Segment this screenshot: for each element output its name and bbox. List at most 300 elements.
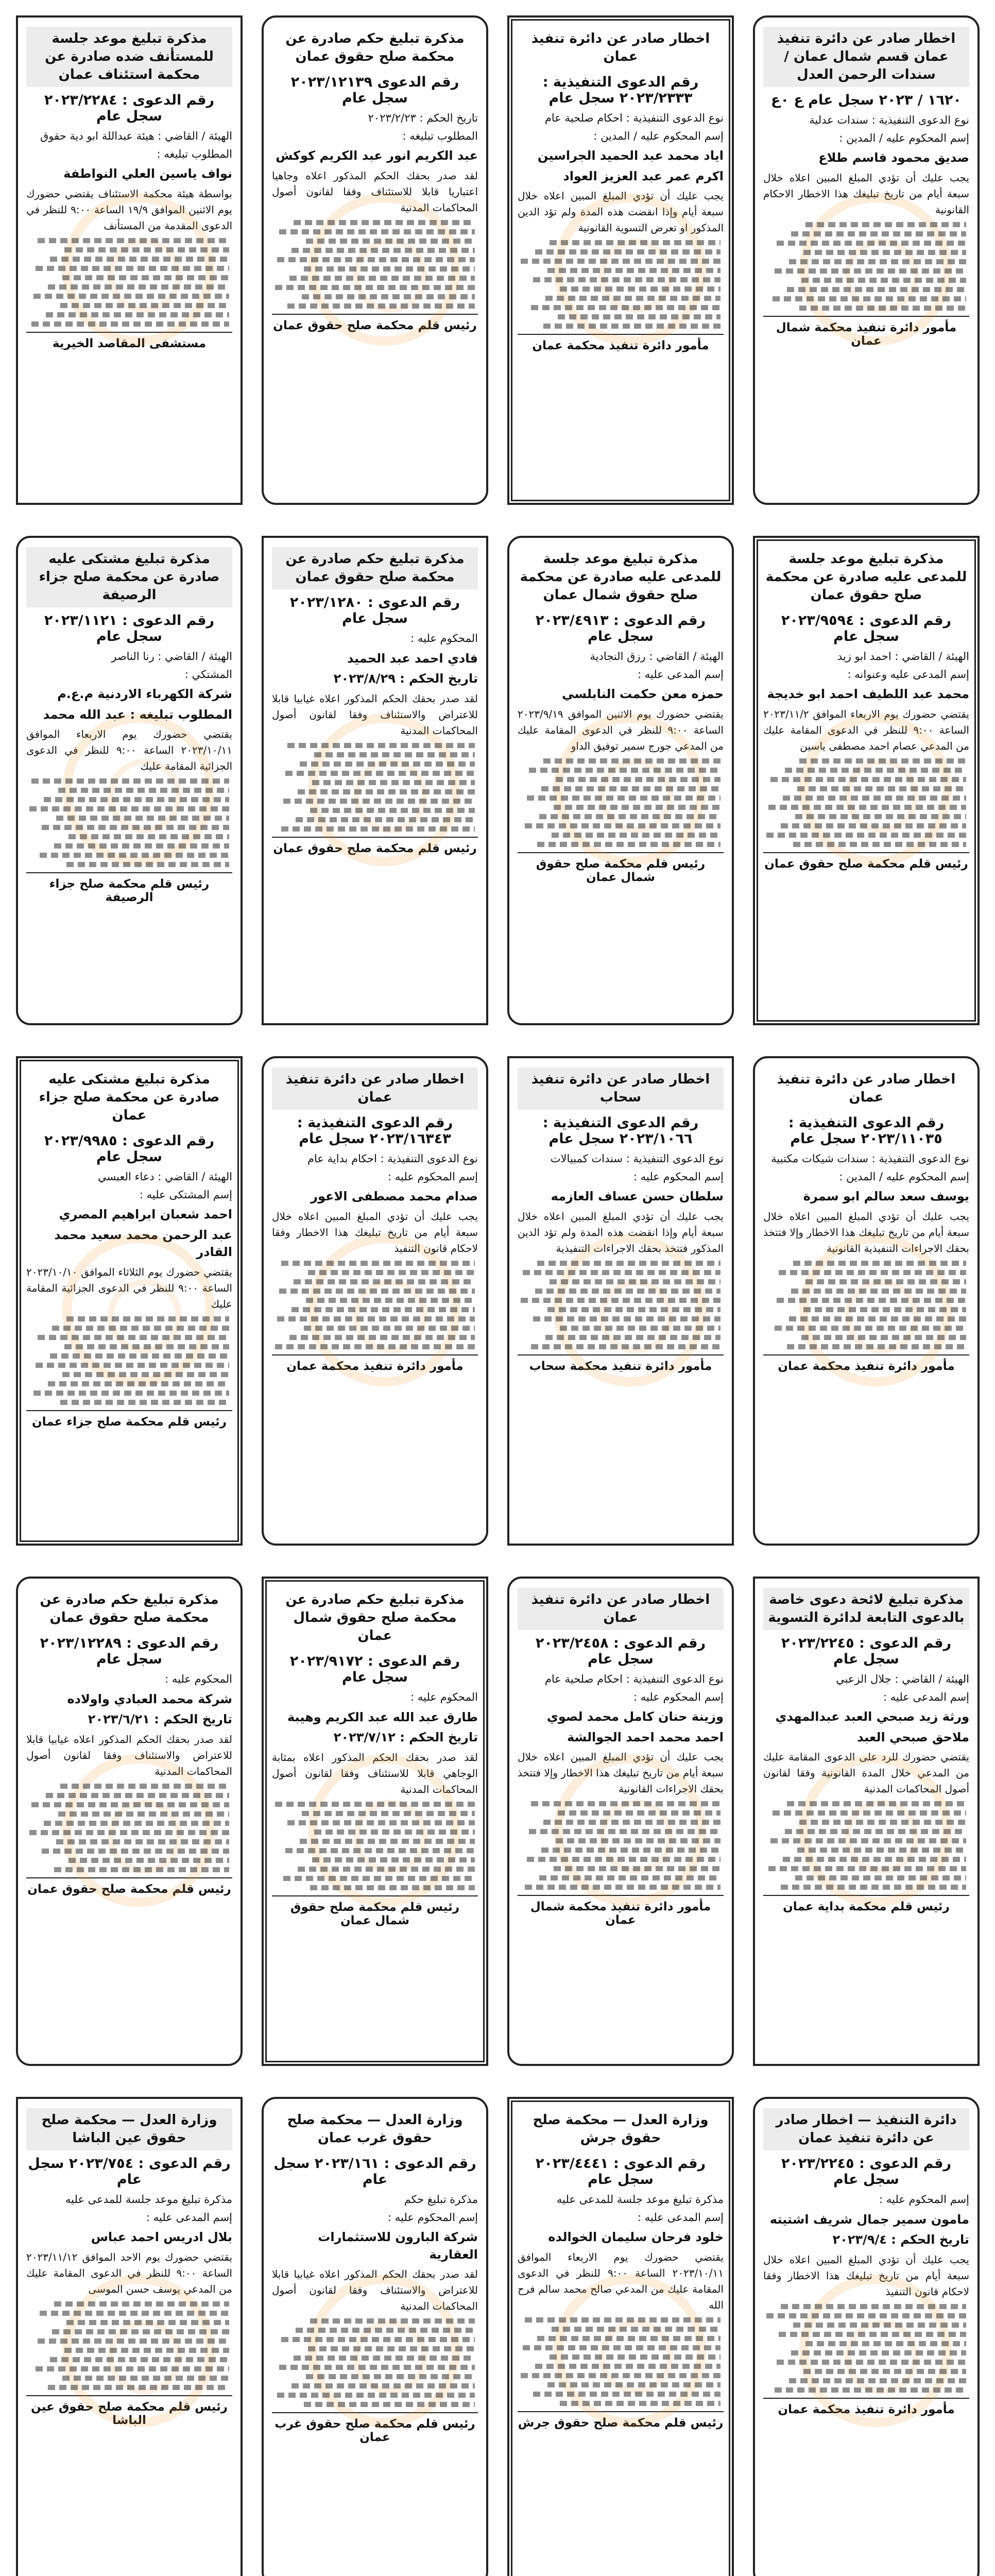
notice-line: إسم المحكوم عليه :: [633, 1690, 724, 1703]
notice-signature: رئيس قلم محكمة صلح جزاء عمان: [26, 1410, 232, 1429]
notice-line: الهيئة / القاضي : احمد ابو زيد: [837, 650, 969, 663]
notice-line: تاريخ الحكم : ٢٠٢٣/٦/٢١: [88, 1712, 232, 1727]
text-line-placeholder: [556, 1838, 720, 1843]
text-line-placeholder: [554, 1866, 720, 1871]
text-line-placeholder: [68, 1858, 229, 1863]
court-notice: [16, 15, 243, 505]
text-line-placeholder: [62, 2376, 229, 2381]
text-line-placeholder: [543, 758, 720, 764]
text-line-placeholder: [539, 814, 720, 819]
text-line-placeholder: [766, 833, 966, 838]
notice-line: صدام محمد مصطفى الاعور: [311, 1189, 478, 1204]
notice-body: لقد صدر بحقك الحكم المذكور اعلاه غيابيا قابلا للاعتراض والاستئناف وفقا لقانون أصول المحاكمات المدنية: [26, 1733, 232, 1777]
notice-line: خلود فرحان سليمان الخوالده: [548, 2230, 724, 2245]
court-notice: [753, 1056, 980, 1546]
notices-page: [15, 15, 980, 2576]
notice-signature: مأمور دائرة تنفيذ محكمة عمان: [272, 1354, 478, 1373]
text-line-placeholder: [50, 2357, 229, 2362]
text-line-placeholder: [550, 1279, 720, 1284]
text-line-placeholder: [539, 1875, 720, 1880]
text-line-placeholder: [279, 229, 475, 234]
notice-line: إسم المحكوم عليه :: [633, 1170, 724, 1183]
case-number: رقم الدعوى التنفيذية : ٢٠٢٣/٢٣٣٣ سجل عام: [542, 74, 699, 107]
text-line-placeholder: [541, 786, 720, 791]
notice-title: مذكرة تبليغ حكم صادرة عن محكمة صلح حقوق عمان: [272, 547, 478, 589]
case-number: رقم الدعوى : ٢٠٢٣/١٢٢٨٩ سجل عام: [40, 1635, 219, 1668]
text-line-placeholder: [521, 1298, 720, 1303]
notice-title: مذكرة تبليغ موعد جلسة للمستأنف ضده صادرة عن محكمة استئناف عمان: [26, 27, 232, 87]
notice-line: ورثة زيد صبحي العبد عبدالمهدي: [775, 1709, 969, 1724]
notice-line: نوع الدعوى التنفيذية : احكام بداية عام: [307, 1153, 478, 1165]
notice-row: [15, 2097, 980, 2576]
notice-line: احمد شعبان ابراهيم المصري: [59, 1207, 232, 1222]
text-line-placeholder: [54, 843, 229, 849]
text-line-placeholder: [787, 1801, 966, 1806]
text-line-placeholder: [545, 296, 720, 301]
case-number: رقم الدعوى : ٢٠٢٣/٧٥٤ سجل عام: [28, 2156, 231, 2188]
notice-title: مذكرة تبليغ لائحة دعوى خاصة بالدعوى التابعة لدائرة التسوية: [763, 1588, 969, 1630]
notice-body: يجب عليك أن تؤدي المبلغ المبين اعلاه خلال سبعة أيام من تاريخ تبليغك هذا الاخطار وإلا فتتخذ بحقك الاجراءات القانونية: [518, 1751, 724, 1795]
text-line-placeholder: [36, 2366, 229, 2371]
text-line-placeholder: [283, 1876, 475, 1881]
notice-line: نوع الدعوى التنفيذية : سندات عدلية: [809, 114, 969, 127]
notice-signature: مأمور دائرة تنفيذ محكمة عمان: [763, 1354, 969, 1373]
case-number: رقم الدعوى : ٢٠٢٣/١٦١ سجل عام: [273, 2156, 476, 2188]
notice-line: نوع الدعوى التنفيذية : احكام صلحية عام: [544, 112, 724, 125]
notice-title: مذكرة تبليغ موعد جلسة للمدعى عليه صادرة عن محكمة صلح حقوق شمال عمان: [520, 551, 722, 603]
text-line-placeholder: [310, 2318, 475, 2324]
text-line-placeholder: [535, 2364, 720, 2369]
text-line-placeholder: [558, 1810, 720, 1816]
text-line-placeholder: [521, 259, 720, 264]
text-line-placeholder: [785, 1829, 966, 1834]
text-line-placeholder: [533, 2392, 720, 2397]
notice-body: يقتضي حضورك للرد على الدعوى المقامة عليك من المدعي خلال المدة القانونية وفقا لقانون أصول المحاكمات المدنية: [763, 1751, 969, 1795]
notice-signature: مستشفى المقاصد الخيرية: [26, 332, 232, 350]
text-line-placeholder: [527, 1857, 720, 1862]
notice-line: المطلوب تبليغه :: [157, 147, 232, 160]
notice-line: مذكرة تبليغ موعد جلسة للمدعى عليه: [556, 2193, 724, 2206]
notice-line: نوع الدعوى التنفيذية : احكام صلحية عام: [544, 1673, 724, 1686]
notice-line: اياد محمد عبد الحميد الجراسين: [537, 148, 724, 163]
text-line-placeholder: [560, 286, 720, 292]
notice-line: صديق محمود قاسم طلاع: [818, 150, 969, 165]
notice-line: احمد محمد احمد الجوالشة: [567, 1730, 724, 1744]
text-line-placeholder: [529, 768, 720, 773]
notice-title: مذكرة تبليغ حكم صادرة عن محكمة صلح حقوق عمان: [285, 31, 465, 65]
text-line-placeholder: [560, 1326, 720, 1331]
text-line-placeholder: [801, 1335, 966, 1340]
text-line-placeholder: [48, 284, 229, 290]
text-line-placeholder: [535, 249, 720, 255]
text-line-placeholder: [304, 266, 475, 272]
text-line-placeholder: [54, 2301, 229, 2307]
court-notice: [262, 536, 488, 1025]
notice-title: مذكرة تبليغ موعد جلسة للمدعى عليه صادرة عن محكمة صلح حقوق عمان: [765, 551, 967, 603]
notice-line: إسم المحكوم عليه :: [388, 2211, 478, 2224]
notice-body: يقتضي حضورك يوم الاثنين الموافق ٢٠٢٣/٩/١٩ الساعة ٩:٠٠ للنظر في الدعوى المقامة عليك من المدعي جورج سمير توفيق الداو: [518, 707, 724, 752]
text-line-placeholder: [54, 1867, 229, 1872]
notice-line: عبد الكريم انور عبد الكريم كوكش: [276, 148, 478, 163]
text-line-placeholder: [281, 2337, 475, 2342]
text-line-placeholder: [66, 862, 229, 867]
text-line-placeholder: [294, 1279, 475, 1284]
case-number: رقم الدعوى : ٢٠٢٣/١٢٨٠ سجل عام: [289, 595, 460, 627]
notice-body: بواسطة هيئة محكمة الاستئناف يقتضي حضورك يوم الاثنين الموافق ١٩/٩ الساعة ٩:٠٠ للنظر في الدعوى المقدمة من المستأنف: [26, 187, 232, 232]
text-line-placeholder: [797, 786, 966, 791]
text-line-placeholder: [33, 294, 229, 299]
text-line-placeholder: [537, 1261, 720, 1266]
text-line-placeholder: [537, 842, 720, 847]
notice-line: إسم المحكوم عليه :: [879, 2193, 969, 2206]
case-number: رقم الدعوى : ٢٠٢٣/٢٤٥٨ سجل عام: [535, 1635, 706, 1668]
notice-signature: رئيس قلم محكمة صلح حقوق غرب عمان: [272, 2412, 478, 2444]
text-line-placeholder: [29, 1830, 229, 1835]
notice-line: وزينة حنان كامل محمد لصوي: [546, 1709, 724, 1724]
notice-signature: رئيس قلم محكمة صلح حقوق عمان: [272, 837, 478, 855]
text-line-placeholder: [560, 2401, 720, 2406]
text-line-placeholder: [58, 788, 229, 793]
text-line-placeholder: [312, 1857, 475, 1862]
court-notice: [507, 1056, 734, 1546]
notice-title: اخطار صادر عن دائرة تنفيذ عمان: [531, 31, 710, 65]
notice-line: بلال ادريس احمد عباس: [91, 2230, 232, 2245]
notice-line: الهيئة / القاضي : جلال الزعبي: [836, 1673, 969, 1686]
text-line-placeholder: [791, 2350, 966, 2355]
case-number: رقم الدعوى ٢٠٢٣/١٢١٣٩ سجل عام: [290, 74, 459, 107]
text-line-placeholder: [291, 1307, 475, 1312]
text-line-placeholder: [52, 1326, 229, 1331]
text-line-placeholder: [304, 2402, 475, 2407]
text-line-placeholder: [306, 1298, 475, 1303]
text-line-placeholder: [775, 1326, 966, 1331]
text-line-placeholder: [302, 1811, 475, 1816]
notice-line: نواف ياسين العلي النواطفة: [63, 166, 232, 181]
case-number: رقم الدعوى : ٢٠٢٣/٤٩١٣ سجل عام: [535, 613, 706, 645]
text-line-placeholder: [306, 2374, 475, 2379]
notice-body: يجب عليك أن تؤدي المبلغ المبين اعلاه خلال سبعة أيام وإذا انقضت هذه المدة ولم تؤد الدين المذكور فتتخذ بحقك الاجراءات التنفيذية: [518, 1210, 724, 1255]
notice-title: مذكرة تبليغ حكم صادرة عن محكمة صلح حقوق عمان: [40, 1592, 219, 1626]
text-line-placeholder: [552, 2327, 720, 2332]
case-number: رقم الدعوى التنفيذية : ٢٠٢٣/١٦٣٤٣ سجل عام: [297, 1115, 453, 1147]
text-line-placeholder: [779, 2332, 966, 2337]
notice-line: المحكوم عليه :: [410, 1691, 478, 1704]
notice-line: مذكرة تبليغ حكم: [404, 2193, 478, 2206]
text-line-placeholder: [36, 266, 229, 271]
notice-signature: رئيس قلم محكمة صلح حقوق جرش: [518, 2411, 724, 2430]
notice-title: وزارة العدل — محكمة صلح حقوق عين الباشا: [26, 2108, 232, 2150]
notice-line: إسم المحكوم عليه / المدين :: [839, 1170, 969, 1183]
notice-line: يوسف سعد سالم ابو سمرة: [803, 1189, 969, 1204]
text-line-placeholder: [289, 276, 475, 281]
notice-title: وزارة العدل — محكمة صلح حقوق غرب عمان: [287, 2112, 463, 2146]
text-line-placeholder: [56, 816, 229, 821]
text-line-placeholder: [541, 1848, 720, 1853]
text-line-placeholder: [527, 795, 720, 801]
text-line-placeholder: [287, 743, 475, 748]
text-line-placeholder: [773, 296, 966, 301]
text-line-placeholder: [805, 2341, 966, 2346]
notice-line: نوع الدعوى التنفيذية : سندات كمبيالات: [550, 1153, 724, 1165]
court-notice: [16, 536, 243, 1025]
court-notice: [262, 2097, 488, 2576]
text-line-placeholder: [775, 2387, 966, 2393]
notice-line: تاريخ الحكم : ٢٠٢٣/٩/٤: [832, 2232, 969, 2247]
notice-row: [15, 1577, 980, 2066]
notice-line: إسم المدعى عليه وعنوانه :: [847, 668, 969, 681]
notice-line: ملاحق صبحي العبد: [857, 1730, 969, 1744]
text-line-placeholder: [547, 2382, 720, 2387]
text-line-placeholder: [64, 247, 229, 252]
text-line-placeholder: [787, 1344, 966, 1349]
text-line-placeholder: [277, 1316, 475, 1321]
text-line-placeholder: [64, 2348, 229, 2353]
text-line-placeholder: [44, 797, 229, 802]
text-line-placeholder: [543, 1820, 720, 1825]
text-line-placeholder: [799, 1820, 966, 1825]
notice-body: يجب عليك أن تؤدي المبلغ المبين اعلاه خلال سبعة أيام من تاريخ تبليغك هذا الاخطار وفقا لاحكام قانون التنفيذ: [272, 1210, 478, 1255]
notice-body: يقتضي حضورك يوم الاربعاء الموافق ٢٠٢٣/١٠/١١ الساعة ٩:٠٠ للنظر في الدعوى الجزائية المقامة عليك: [26, 728, 232, 773]
notice-line: تاريخ الحكم : ٢٠٢٣/٨/٢٩: [333, 671, 478, 686]
text-line-placeholder: [545, 1335, 720, 1340]
text-line-placeholder: [552, 833, 720, 838]
text-line-placeholder: [768, 805, 966, 810]
notice-line: إسم المشتكى عليه :: [139, 1188, 232, 1201]
text-line-placeholder: [60, 1400, 229, 1405]
text-line-placeholder: [529, 1829, 720, 1834]
notice-line: إسم المحكوم عليه / المدين :: [593, 129, 724, 142]
text-line-placeholder: [558, 314, 720, 319]
notice-line: مذكرة تبليغ موعد جلسة للمدعى عليه: [65, 2193, 232, 2206]
notice-line: عبد الرحمن محمد سعيد محمد القادر: [54, 1227, 232, 1260]
text-line-placeholder: [281, 826, 475, 832]
notice-body: يقتضي حضورك يوم الاحد الموافق ٢٠٢٣/١١/١٢ الساعة ٩:٠٠ للنظر في الدعوى المقامة عليك من المدعي يوسف حسن الموسى: [26, 2250, 232, 2295]
text-line-placeholder: [556, 777, 720, 782]
text-line-placeholder: [56, 1839, 229, 1844]
text-line-placeholder: [31, 778, 229, 784]
notice-title: اخطار صادر عن دائرة تنفيذ عمان: [272, 1067, 478, 1110]
court-notice: [16, 1056, 243, 1546]
text-line-placeholder: [31, 321, 229, 327]
notice-line: المشتكي :: [184, 668, 232, 681]
notice-title: مذكرة تبليغ حكم صادرة عن محكمة صلح حقوق شمال عمان: [285, 1592, 465, 1644]
text-line-placeholder: [531, 305, 720, 310]
case-number: رقم الدعوى التنفيذية : ٢٠٢٣/١١٠٣٥ سجل عام: [788, 1115, 945, 1147]
notice-line: إسم المدعى عليه :: [883, 1690, 969, 1703]
text-line-placeholder: [773, 1810, 966, 1816]
text-line-placeholder: [521, 2373, 720, 2378]
notice-title: اخطار صادر عن دائرة تنفيذ عمان: [518, 1588, 724, 1630]
text-line-placeholder: [298, 1867, 475, 1872]
notice-line: المحكوم عليه :: [165, 1673, 232, 1686]
text-line-placeholder: [275, 285, 475, 290]
case-number: رقم الدعوى : ٢٠٢٣/١١٢١ سجل عام: [44, 613, 215, 645]
notice-line: الهيئة / القاضي : رنا الناصر: [111, 650, 232, 663]
text-line-placeholder: [33, 1391, 229, 1396]
text-line-placeholder: [801, 278, 966, 283]
case-number: ١٦٢٠ / ٢٠٢٣ سجل عام ع ٠ع: [771, 92, 962, 109]
case-number: رقم الدعوى : ٢٠٢٣/٢٢٤٥ سجل عام: [781, 2156, 952, 2188]
text-line-placeholder: [531, 1344, 720, 1349]
text-line-placeholder: [799, 306, 966, 311]
notice-title: اخطار صادر عن دائرة تنفيذ عمان قسم شمال عمان / سندات الرحمن العدل: [763, 27, 969, 87]
text-line-placeholder: [275, 1802, 475, 1807]
text-line-placeholder: [550, 240, 720, 245]
text-line-placeholder: [768, 1866, 966, 1871]
notice-line: الهيئة / القاضي : هيئة عبداللة ابو دية حقوق: [40, 130, 232, 143]
text-line-placeholder: [799, 758, 966, 764]
text-line-placeholder: [525, 1885, 720, 1890]
notice-line: المطلوب تبليغه : عبد الله محمد: [43, 707, 232, 722]
text-line-placeholder: [304, 1326, 475, 1331]
text-line-placeholder: [46, 1793, 229, 1798]
text-line-placeholder: [294, 2355, 475, 2361]
text-line-placeholder: [66, 1316, 229, 1321]
text-line-placeholder: [537, 2336, 720, 2341]
notice-title: اخطار صادر عن دائرة تنفيذ سحاب: [518, 1067, 724, 1110]
text-line-placeholder: [805, 1279, 966, 1284]
text-line-placeholder: [789, 2378, 966, 2383]
notice-line: حمزه معن حكمت النابلسي: [562, 687, 724, 702]
text-line-placeholder: [300, 1839, 475, 1844]
text-line-placeholder: [279, 1289, 475, 1294]
court-notice: [753, 15, 980, 505]
court-notice: [753, 2097, 980, 2576]
text-line-placeholder: [300, 761, 475, 767]
notice-line: الهيئة / القاضي : دعاء العبسي: [97, 1171, 232, 1183]
notice-signature: رئيس قلم محكمة صلح حقوق عين الباشا: [26, 2395, 232, 2427]
notice-signature: رئيس قلم محكمة صلح حقوق شمال عمان: [272, 1895, 478, 1927]
text-line-placeholder: [777, 1298, 966, 1303]
text-line-placeholder: [52, 2329, 229, 2334]
text-line-placeholder: [789, 1316, 966, 1321]
text-line-placeholder: [48, 1381, 229, 1386]
text-line-placeholder: [793, 1261, 966, 1266]
notice-body: يجب عليك أن تؤدي المبلغ المبين اعلاه خلال سبعة أيام من تاريخ تبليغك هذا الاخطار الاحكام القانونية: [763, 171, 969, 216]
text-line-placeholder: [42, 1849, 229, 1854]
text-line-placeholder: [66, 2320, 229, 2325]
text-line-placeholder: [38, 2338, 229, 2344]
case-number: رقم الدعوى : ٢٠٢٣/٢٢٤٥ سجل عام: [781, 1635, 952, 1668]
text-line-placeholder: [283, 799, 475, 804]
notice-row: [15, 15, 980, 505]
text-line-placeholder: [275, 1344, 475, 1349]
text-line-placeholder: [554, 805, 720, 810]
notice-title: مذكرة تبليغ مشتكى عليه صادرة عن محكمة صلح جزاء الرصيفة: [26, 547, 232, 607]
notice-body: لقد صدر بحقك الحكم المذكور اعلاه بمثابة الوجاهي قابلا للاستئناف وفقا لقانون أصول المحاكمات المدنية: [272, 1751, 478, 1795]
notice-line: شركة محمد العبادي واولاده: [67, 1691, 232, 1706]
text-line-placeholder: [803, 1307, 966, 1312]
text-line-placeholder: [40, 2311, 229, 2316]
text-line-placeholder: [803, 250, 966, 255]
text-line-placeholder: [789, 259, 966, 264]
notice-line: المحكوم عليه :: [410, 632, 478, 645]
notice-line: تاريخ الحكم : ٢٠٢٣/٢/٢٣: [368, 112, 478, 125]
notice-signature: رئيس قلم محكمة صلح حقوق عمان: [763, 852, 969, 871]
text-line-placeholder: [308, 2346, 475, 2351]
text-line-placeholder: [783, 1857, 966, 1862]
text-line-placeholder: [281, 1261, 475, 1266]
notice-signature: مأمور دائرة تنفيذ محكمة شمال عمان: [763, 316, 969, 348]
text-line-placeholder: [294, 220, 475, 225]
notice-signature: مأمور دائرة تنفيذ محكمة عمان: [518, 334, 724, 352]
text-line-placeholder: [277, 257, 475, 262]
text-line-placeholder: [312, 780, 475, 785]
notice-line: إسم المدعى عليه :: [637, 2211, 724, 2224]
notice-line: تاريخ الحكم : ٢٠٢٣/٧/١٢: [333, 1730, 478, 1745]
notice-line: إسم المدعى عليه :: [146, 2211, 232, 2224]
court-notice: [262, 15, 488, 505]
court-notice: [507, 2097, 734, 2576]
text-line-placeholder: [287, 1820, 475, 1825]
notice-line: سلطان حسن عساف العازمه: [551, 1189, 724, 1204]
text-line-placeholder: [50, 1353, 229, 1359]
notice-body: يقتضي حضورك يوم الثلاثاء الموافق ٢٠٢٣/١٠/١٠ الساعة ٩:٠٠ للنظر في الدعوى الجزائية المقامة عليك: [26, 1266, 232, 1311]
text-line-placeholder: [38, 238, 229, 243]
notice-line: إسم المحكوم عليه / المدين :: [839, 131, 969, 144]
case-number: رقم الدعوى : ٢٠٢٣/٩١٧٢ سجل عام: [289, 1653, 460, 1686]
text-line-placeholder: [533, 277, 720, 282]
court-notice: [262, 1577, 488, 2066]
court-notice: [753, 1577, 980, 2066]
text-line-placeholder: [58, 1811, 229, 1817]
text-line-placeholder: [777, 2360, 966, 2365]
text-line-placeholder: [791, 1289, 966, 1294]
notice-line: اكرم عمر عبد العزيز العواد: [563, 168, 724, 183]
notice-line: شركة الكهرباء الاردنية م.ع.م: [57, 687, 232, 702]
text-line-placeholder: [285, 771, 475, 776]
court-notice: [753, 536, 980, 1025]
text-line-placeholder: [62, 275, 229, 280]
case-number: رقم الدعوى : ٢٠٢٣/٩٥٩٤ سجل عام: [781, 613, 952, 645]
text-line-placeholder: [770, 777, 966, 782]
court-notice: [16, 1577, 243, 2066]
text-line-placeholder: [523, 1270, 720, 1275]
text-line-placeholder: [44, 1821, 229, 1826]
case-number: رقم الدعوى التنفيذية : ٢٠٢٣/١٠٦٦ سجل عام: [542, 1115, 699, 1147]
text-line-placeholder: [279, 2365, 475, 2370]
notice-body: يقتضي حضورك يوم الاربعاء الموافق ٢٠٢٣/١١/٢ الساعة ٩:٠٠ للنظر في الدعوى المقامة عليك من المدعي عصام احمد مصطفى ياسين: [763, 707, 969, 752]
text-line-placeholder: [531, 1801, 720, 1806]
text-line-placeholder: [302, 294, 475, 299]
notice-signature: مأمور دائرة تنفيذ محكمة سحاب: [518, 1354, 724, 1373]
text-line-placeholder: [36, 1363, 229, 1368]
text-line-placeholder: [795, 1875, 966, 1880]
text-line-placeholder: [791, 231, 966, 236]
text-line-placeholder: [803, 2369, 966, 2374]
text-line-placeholder: [306, 239, 475, 244]
text-line-placeholder: [797, 1848, 966, 1853]
text-line-placeholder: [523, 2345, 720, 2350]
notice-signature: مأمور دائرة تنفيذ محكمة شمال عمان: [518, 1895, 724, 1927]
text-line-placeholder: [766, 2313, 966, 2318]
notice-line: مامون سمير جمال شريف اشتيته: [769, 2212, 969, 2227]
notice-body: يجب عليك أن تؤدي المبلغ المبين اعلاه خلال سبعة أيام من تاريخ تبليغك هذا الاخطار وفقا لاحكام قانون التنفيذ: [763, 2253, 969, 2298]
notice-line: نوع الدعوى التنفيذية : سندات شيكات مكتبية: [771, 1153, 969, 1165]
notice-row: [15, 536, 980, 1025]
notice-title: وزارة العدل — محكمة صلح حقوق جرش: [533, 2112, 709, 2146]
text-line-placeholder: [50, 257, 229, 262]
notice-line: شركة البارون للاستثمارات العقارية: [318, 2230, 478, 2262]
text-line-placeholder: [42, 825, 229, 830]
text-line-placeholder: [550, 2354, 720, 2360]
text-line-placeholder: [793, 842, 966, 847]
text-line-placeholder: [64, 1344, 229, 1349]
notice-signature: رئيس قلم محكمة صلح حقوق عمان: [272, 314, 478, 332]
text-line-placeholder: [525, 2317, 720, 2323]
court-notice: [507, 15, 734, 505]
text-line-placeholder: [287, 303, 475, 309]
